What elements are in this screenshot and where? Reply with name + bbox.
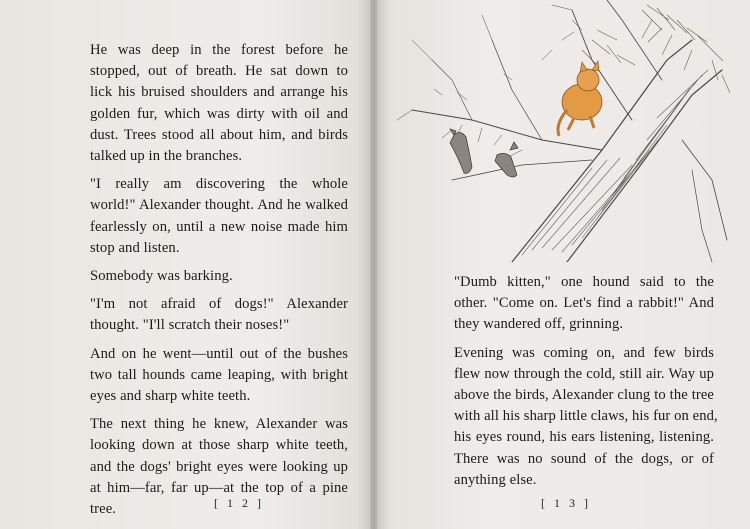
kitten-tree-illustration bbox=[392, 0, 736, 262]
text-line: dust. Trees stood all about him, and birds bbox=[90, 126, 348, 143]
text-line: looking down at those sharp white teeth, bbox=[90, 437, 348, 454]
text-line: two tall hounds came leaping, with bright bbox=[90, 366, 348, 383]
paragraph bbox=[90, 40, 348, 167]
paragraph bbox=[90, 266, 348, 287]
paragraph bbox=[90, 344, 348, 408]
text-line: "I really am discovering the whole bbox=[90, 176, 348, 193]
text-line: fearlessly on, until a new noise made him bbox=[90, 218, 348, 235]
text-line: and the dogs' bright eyes were looking up bbox=[90, 458, 348, 475]
text-line: "I'm not afraid of dogs!" Alexander bbox=[90, 296, 348, 313]
left-page-text bbox=[90, 40, 348, 527]
text-line: He was deep in the forest before he bbox=[90, 42, 348, 58]
paragraph bbox=[90, 294, 348, 336]
paragraph bbox=[454, 343, 718, 491]
text-line: talked up in the branches. bbox=[90, 148, 243, 165]
text-line: There was no sound of the dogs, or of bbox=[454, 450, 714, 467]
kitten-figure bbox=[558, 61, 602, 136]
text-line: eyes and sharp white teeth. bbox=[90, 388, 251, 405]
page-number-left: [ 1 2 ] bbox=[214, 496, 264, 510]
text-line: And on he went—until out of the bushes bbox=[90, 345, 348, 362]
text-line: they wandered off, grinning. bbox=[454, 316, 624, 333]
text-line: thought. "I'll scratch their noses!" bbox=[90, 317, 290, 334]
text-line: stopped, out of breath. He sat down to bbox=[90, 63, 348, 80]
text-line: lick his bruised shoulders and arrange his bbox=[90, 84, 348, 101]
paragraph bbox=[454, 272, 714, 336]
text-line: world!" Alexander thought. And he walked bbox=[90, 197, 348, 214]
right-page-text bbox=[454, 272, 718, 498]
text-line: at him—far, far up—at the top of a pine bbox=[90, 479, 348, 496]
text-line: anything else. bbox=[454, 471, 537, 488]
text-line: stop and listen. bbox=[90, 239, 180, 256]
page-number-right: [ 1 3 ] bbox=[541, 496, 591, 510]
text-line: "Dumb kitten," one hound said to the bbox=[454, 274, 714, 290]
text-line: his eyes round, his ears listening, listening. bbox=[454, 429, 714, 446]
paragraph bbox=[90, 174, 348, 259]
text-line: The next thing he knew, Alexander was bbox=[90, 416, 348, 433]
text-line: golden fur, which was dirty with oil and bbox=[90, 105, 348, 122]
text-line: above the birds, Alexander clung to the tree bbox=[454, 387, 714, 404]
book-gutter bbox=[370, 0, 378, 529]
text-line: tree. bbox=[90, 501, 117, 518]
text-line: other. "Come on. Let's find a rabbit!" And bbox=[454, 295, 714, 312]
text-line: with all his sharp little claws, his fur on end, bbox=[454, 408, 718, 425]
text-line: Somebody was barking. bbox=[90, 268, 233, 285]
text-line: Evening was coming on, and few birds bbox=[454, 344, 714, 361]
text-line: flew now through the cold, still air. Way up bbox=[454, 365, 714, 382]
